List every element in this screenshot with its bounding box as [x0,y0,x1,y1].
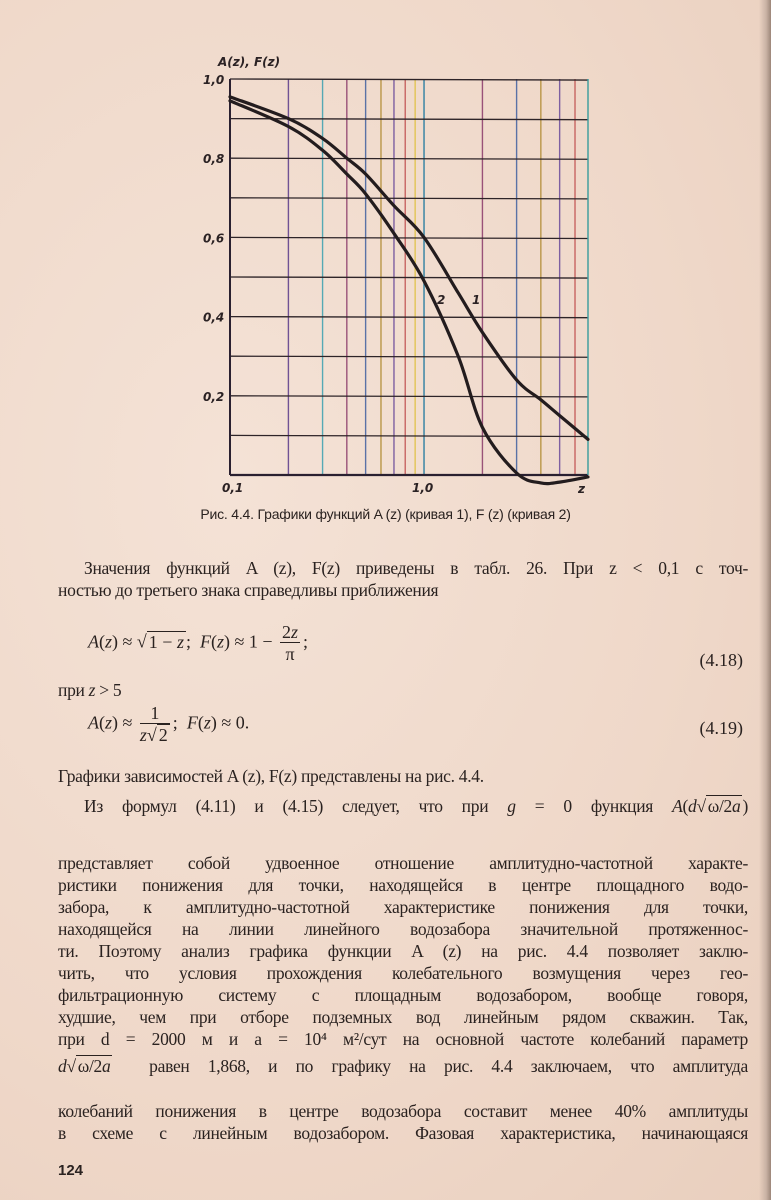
y-tick-label: 0,6 [203,231,225,246]
y-tick-label: 1,0 [203,73,225,87]
page-number: 124 [58,1162,84,1179]
text-line: колебаний понижения в центре водозабора составит менее 40% амплитуды [58,1101,748,1121]
equation-number-4-18: (4.18) [699,650,743,670]
x-tick-label-1-0: 1,0 [412,481,434,495]
caption-prefix: Рис. 4.4. [200,506,254,522]
curve-label-2: 2 [437,293,446,307]
text-line: фильтрационную систему с площадным водозабором, вообще говоря, [58,985,748,1005]
y-axis-title: A(z), F(z) [218,55,281,69]
x-axis-label-z: z [578,482,585,496]
graphs-reference-line: Графики зависимостей A (z), F(z) представлены на рис. 4.4. [58,766,484,786]
y-tick-label: 0,2 [203,389,225,404]
chart-grid [230,79,588,475]
text-line: находящейся на линии линейного водозабора значительной протяженнос- [58,919,748,939]
fraction-2z-over-pi: $\frac{2z}{\pi}$ [282,622,299,664]
para1-line1: Значения функций A (z), F(z) приведены в табл. 26. При z < 0,1 с точ- [84,558,748,578]
para2-line1: Из формул (4.11) и (4.15) следует, что при g = 0 функция A(d√ ω/2a ) [84,796,748,816]
curve-1 [230,97,588,440]
text-line: чить, что условия прохождения колебательного возмущения через гео- [58,963,748,983]
equation-number-4-19: (4.19) [699,718,743,738]
y-tick-label: 0,4 [203,310,225,325]
text-line: забора, к амплитудно-частотной характеристике понижения для точки, [58,897,748,917]
condition-text: при z > 5 [58,680,122,700]
text-line: ристики понижения для точки, находящейся в центре площадного водо- [58,875,748,895]
y-tick-label: 0,8 [203,152,225,167]
text-line: в схеме с линейным водозабором. Фазовая характеристика, начинающаяся [58,1123,748,1143]
equation-4-19: A(z) ≈ $\frac{1}{z√ 2}$ ; F(z) ≈ 0. [88,703,250,745]
text-line: при d = 2000 м и a = 10⁴ м²/сут на основной частоте колебаний параметр [58,1029,748,1049]
fraction-1-over-z-sqrt2: $\frac{1}{z√ 2}$ [139,703,168,745]
paragraph-1 [58,557,748,601]
figure-caption [0,506,771,522]
figure-4-4 [0,0,771,500]
text-line: ти. Поэтому анализ графика функции A (z) на рис. 4.4 позволяет заклю- [58,941,748,961]
chart-curves [230,97,588,484]
param-line: d√ ω/2a равен 1,868, и по графику на рис. 4.4 заключаем, что амплитуда [58,1056,748,1076]
text-line: худшие, чем при отборе подземных вод линейным рядом скважин. Так, [58,1007,748,1027]
caption-text: Графики функций A (z) (кривая 1), F (z) (кривая 2) [257,506,571,522]
curve-label-1: 1 [472,293,481,307]
text-line: представляет собой удвоенное отношение амплитудно-частотной характе- [58,853,748,873]
para1-line2: ностью до третьего знака справедливы приближения [58,580,439,600]
equation-4-18: A(z) ≈ √ 1 − z ; F(z) ≈ 1 − $\frac{2z}{\pi}$ ; [88,622,309,664]
x-tick-label-0-1: 0,1 [222,481,244,495]
